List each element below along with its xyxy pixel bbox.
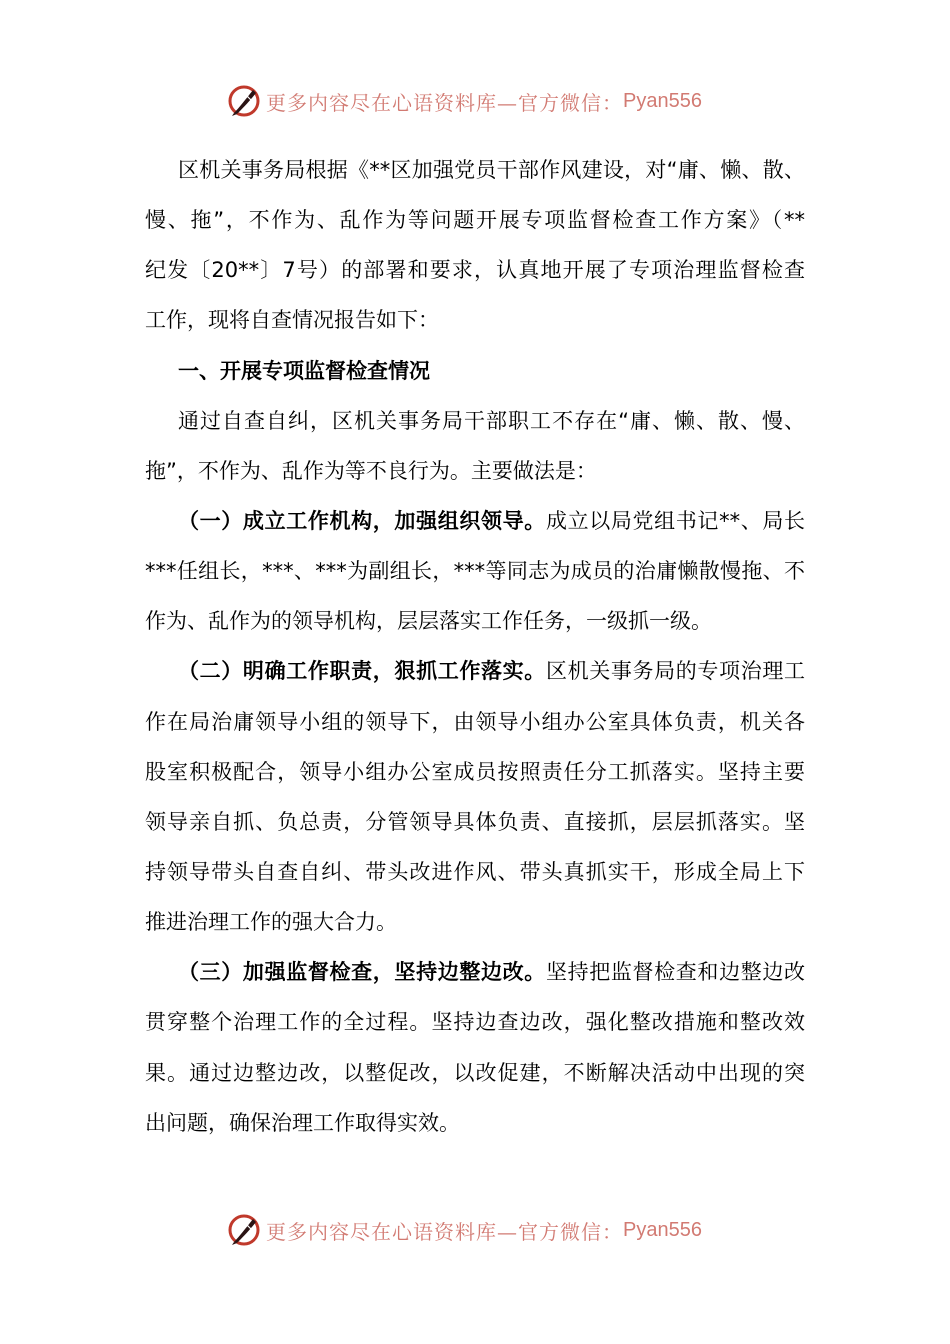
text-line: 拖”，不作为、乱作为等不良行为。主要做法是：	[145, 458, 597, 483]
text-line: 出问题，确保治理工作取得实效。	[145, 1110, 460, 1135]
text-line: 股室积极配合，领导小组办公室成员按照责任分工抓落实。坚持主要	[145, 759, 805, 784]
text-line: 果。通过边整边改，以整促改，以改促建，不断解决活动中出现的突	[145, 1060, 805, 1085]
item-text: 坚持把监督检查和边整边改	[545, 960, 806, 985]
pen-logo-icon	[226, 1212, 262, 1248]
item-text: 成立以局党组书记**、局长	[545, 508, 806, 533]
text-line: 通过自查自纠，区机关事务局干部职工不存在“庸、懒、散、慢、	[178, 408, 805, 433]
item-title: （三）加强监督检查，坚持边整边改。	[178, 960, 546, 985]
text-line: 慢、拖”，不作为、乱作为等问题开展专项监督检查工作方案》（**	[145, 208, 805, 233]
text-line: 纪发〔20**〕7号）的部署和要求，认真地开展了专项治理监督检查	[145, 258, 805, 283]
text-line	[145, 646, 805, 696]
watermark-wechat-id: Pyan556	[623, 1218, 702, 1241]
watermark-header	[226, 83, 702, 119]
watermark-text: 更多内容尽在心语资料库—官方微信：	[266, 90, 623, 115]
text-line: ***任组长，***、***为副组长，***等同志为成员的治庸懒散慢拖、不	[145, 559, 805, 584]
text-line: 推进治理工作的强大合力。	[145, 910, 397, 935]
section-heading: 一、开展专项监督检查情况	[178, 358, 430, 383]
text-line	[145, 496, 805, 546]
paragraph-summary	[145, 396, 805, 496]
paragraph-intro	[145, 145, 805, 346]
text-line: 作在局治庸领导小组的领导下，由领导小组办公室具体负责，机关各	[145, 709, 805, 734]
text-line: 领导亲自抓、负总责，分管领导具体负责、直接抓，层层抓落实。坚	[145, 809, 805, 834]
paragraph-item-1	[145, 496, 805, 646]
text-line: 持领导带头自查自纠、带头改进作风、带头真抓实干，形成全局上下	[145, 859, 805, 884]
watermark-text: 更多内容尽在心语资料库—官方微信：	[266, 1219, 623, 1244]
item-text: 区机关事务局的专项治理工	[545, 659, 806, 684]
text-line	[145, 947, 805, 997]
text-line: 作为、乱作为的领导机构，层层落实工作任务，一级抓一级。	[145, 609, 712, 634]
item-title: （一）成立工作机构，加强组织领导。	[178, 508, 546, 533]
paragraph-item-2	[145, 646, 805, 947]
text-line: 区机关事务局根据《**区加强党员干部作风建设，对“庸、懒、散、	[178, 158, 805, 182]
text-line: 贯穿整个治理工作的全过程。坚持边查边改，强化整改措施和整改效	[145, 1010, 805, 1035]
paragraph-item-3	[145, 947, 805, 1148]
document-body	[145, 145, 805, 1148]
item-title: （二）明确工作职责，狠抓工作落实。	[178, 659, 546, 684]
watermark-wechat-id: Pyan556	[623, 89, 702, 112]
text-line: 工作，现将自查情况报告如下：	[145, 308, 439, 333]
watermark-footer	[226, 1212, 702, 1248]
pen-logo-icon	[226, 83, 262, 119]
